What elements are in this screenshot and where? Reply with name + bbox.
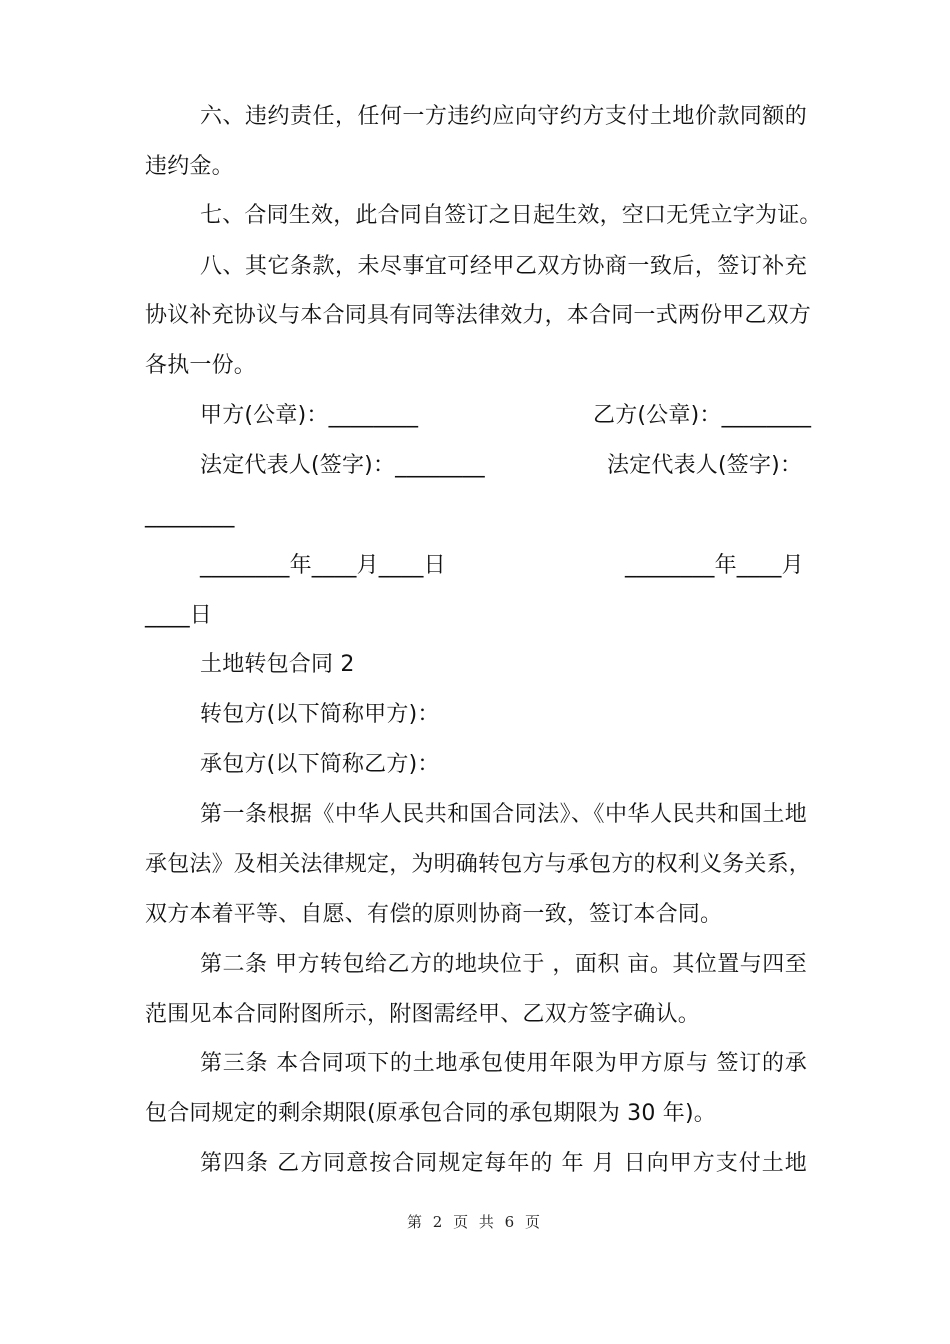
paragraph-line: 违约金。 (145, 154, 234, 179)
page-number: 第 2 页 共 6 页 (407, 1213, 543, 1231)
party-b-date: ________年____月 (625, 553, 804, 578)
paragraph-line: 八、其它条款，未尽事宜可经甲乙双方协商一致后，签订补充 (200, 254, 807, 279)
paragraph-line: 协议补充协议与本合同具有同等法律效力，本合同一式两份甲乙双方 (145, 303, 812, 328)
paragraph-line: 七、合同生效，此合同自签订之日起生效，空口无凭立字为证。 (200, 203, 822, 228)
paragraph-line: 第二条 甲方转包给乙方的地块位于 ，面积 亩。其位置与四至 (200, 952, 807, 977)
paragraph-line: 六、违约责任，任何一方违约应向守约方支付土地价款同额的 (200, 104, 807, 129)
party-line: 转包方(以下简称甲方)： (200, 702, 440, 727)
paragraph-line: 第三条 本合同项下的土地承包使用年限为甲方原与 签订的承 (200, 1051, 807, 1076)
section-title: 土地转包合同 2 (200, 652, 355, 677)
paragraph-line: 各执一份。 (145, 353, 257, 378)
party-b-representative: 法定代表人(签字)： (607, 453, 803, 478)
party-a-date: ________年____月____日 (200, 553, 446, 578)
paragraph-line: 承包法》及相关法律规定，为明确转包方与承包方的权利义务关系， (145, 852, 812, 877)
paragraph-line: 第一条根据《中华人民共和国合同法》、《中华人民共和国土地 (200, 802, 807, 827)
party-b-date-day: ____日 (145, 603, 213, 628)
paragraph-line: 范围见本合同附图所示，附图需经甲、乙双方签字确认。 (145, 1002, 701, 1027)
paragraph-line: 双方本着平等、自愿、有偿的原则协商一致，签订本合同。 (145, 902, 723, 927)
party-line: 承包方(以下简称乙方)： (200, 752, 440, 777)
party-a-seal: 甲方(公章)：________ (200, 403, 419, 428)
paragraph-line: 包合同规定的剩余期限(原承包合同的承包期限为 30 年)。 (145, 1101, 716, 1126)
party-b-seal: 乙方(公章)：________ (593, 403, 812, 428)
party-a-representative: 法定代表人(签字)：________ (200, 453, 485, 478)
paragraph-line: 第四条 乙方同意按合同规定每年的 年 月 日向甲方支付土地 (200, 1151, 807, 1176)
party-b-representative-blank: ________ (145, 503, 235, 528)
